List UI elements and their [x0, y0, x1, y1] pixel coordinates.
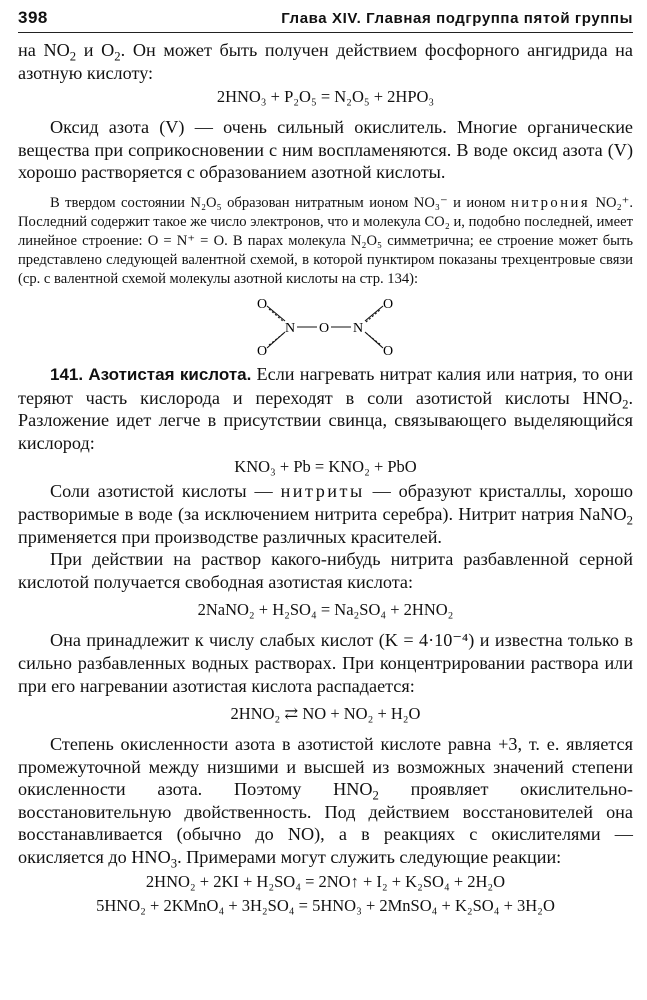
atom-o-bottom-left: O: [256, 343, 267, 359]
atom-n-right: N: [352, 320, 363, 336]
paragraph-n2o5-preparation: на $NO_2$ и $O_2$. Он может быть получен действием фосфорного ангидрида на азотную кислоту:: [18, 40, 633, 83]
equation-kno3-pb: KNO₃ + Pb = KNO₂ + PbO: [234, 457, 417, 477]
smallprint-n2o5-structure: В твердом состоянии N₂O₅ образован нитратным ионом NO₃⁻ и ионом нитрония NO₂⁺. Последний содержит такое же число электронов, что и молекула CO₂ и, подобно последней, имеет линейное строение: O = N⁺ = O. В парах молекула N₂O₅ симметрична; ее строение может быть представлено следующей валентной схемой, в которой пунктиром показаны трехцентровые связи (ср. с валентной схемой молекулы азотной кислоты на стр. 134):: [18, 194, 634, 287]
equation-nano2-h2so4: 2NaNO₂ + H₂SO₄ = Na₂SO₄ + 2HNO₂: [197, 600, 454, 620]
paragraph-n2o5-oxidizer: Оксид азота (V) — очень сильный окислитель. Многие органические вещества при соприкосновении с ним воспламеняются. В воде оксид азота (V) хорошо растворяется с образованием азотной кислоты.: [18, 117, 633, 183]
running-title: Глава XIV. Главная подгруппа пятой группы: [281, 10, 633, 27]
paragraph-oxidation-state: Степень окисленности азота в азотистой кислоте равна +3, т. е. является промежуточной между низшими и высшей из возможных значений степени окисленности азота. Поэтому $HNO_2$ проявляет окислительно-восстановительную двойственность. Под действием восстановителей она восстанавливается (обычно до NO), а в реакциях с окислителями — окисляется до $HNO_3$. Примерами могут служить следующие реакции:: [18, 734, 633, 871]
atom-o-bottom-right: O: [382, 343, 393, 359]
section-title: Азотистая кислота.: [88, 364, 252, 384]
equation-hno2-decomposition: 2HNO₂ ⇄ NO + NO₂ + H₂O: [230, 704, 421, 724]
section-number: 141.: [50, 364, 84, 384]
equation-hno2-ki: 2HNO₂ + 2KI + H₂SO₄ = 2NO↑ + I₂ + K₂SO₄ + 2H₂O: [145, 871, 506, 891]
page-header: [18, 8, 633, 33]
paragraph-weak-acid: Она принадлежит к числу слабых кислот (K = 4·10⁻⁴) и известна только в сильно разбавленных водных растворах. При концентрировании раствора или при его нагревании азотистая кислота распадается:: [18, 630, 633, 696]
equation-n2o5-synthesis: 2HNO₃ + P₂O₅ = N₂O₅ + 2HPO₃: [216, 87, 435, 107]
atom-o-center: O: [318, 320, 329, 336]
section-141-nitrous-acid: 141. Азотистая кислота. Если нагревать нитрат калия или натрия, то они теряют часть кислорода и переходят в соли азотистой кислоты $HNO_2$. Разложение идет легче в присутствии свинца, связывающего выделяющийся кислород:: [18, 363, 634, 453]
paragraph-nitrites: Соли азотистой кислоты — нитриты — образуют кристаллы, хорошо растворимые в воде (за исключением нитрита серебра). Нитрит натрия NaNO$_2$ применяется при производстве различных красителей.: [18, 481, 634, 547]
page-number: 398: [18, 8, 48, 27]
n2o5-structural-formula: [18, 293, 633, 359]
atom-o-top-left: O: [256, 296, 267, 312]
atom-o-top-right: O: [382, 296, 393, 312]
equation-hno2-kmno4: 5HNO₂ + 2KMnO₄ + 3H₂SO₄ = 5HNO₃ + 2MnSO₄ + K₂SO₄ + 3H₂O: [96, 895, 555, 915]
paragraph-free-nitrous-acid: При действии на раствор какого-нибудь нитрита разбавленной серной кислотой получается свободная азотистая кислота:: [18, 549, 633, 592]
atom-n-left: N: [284, 320, 295, 336]
